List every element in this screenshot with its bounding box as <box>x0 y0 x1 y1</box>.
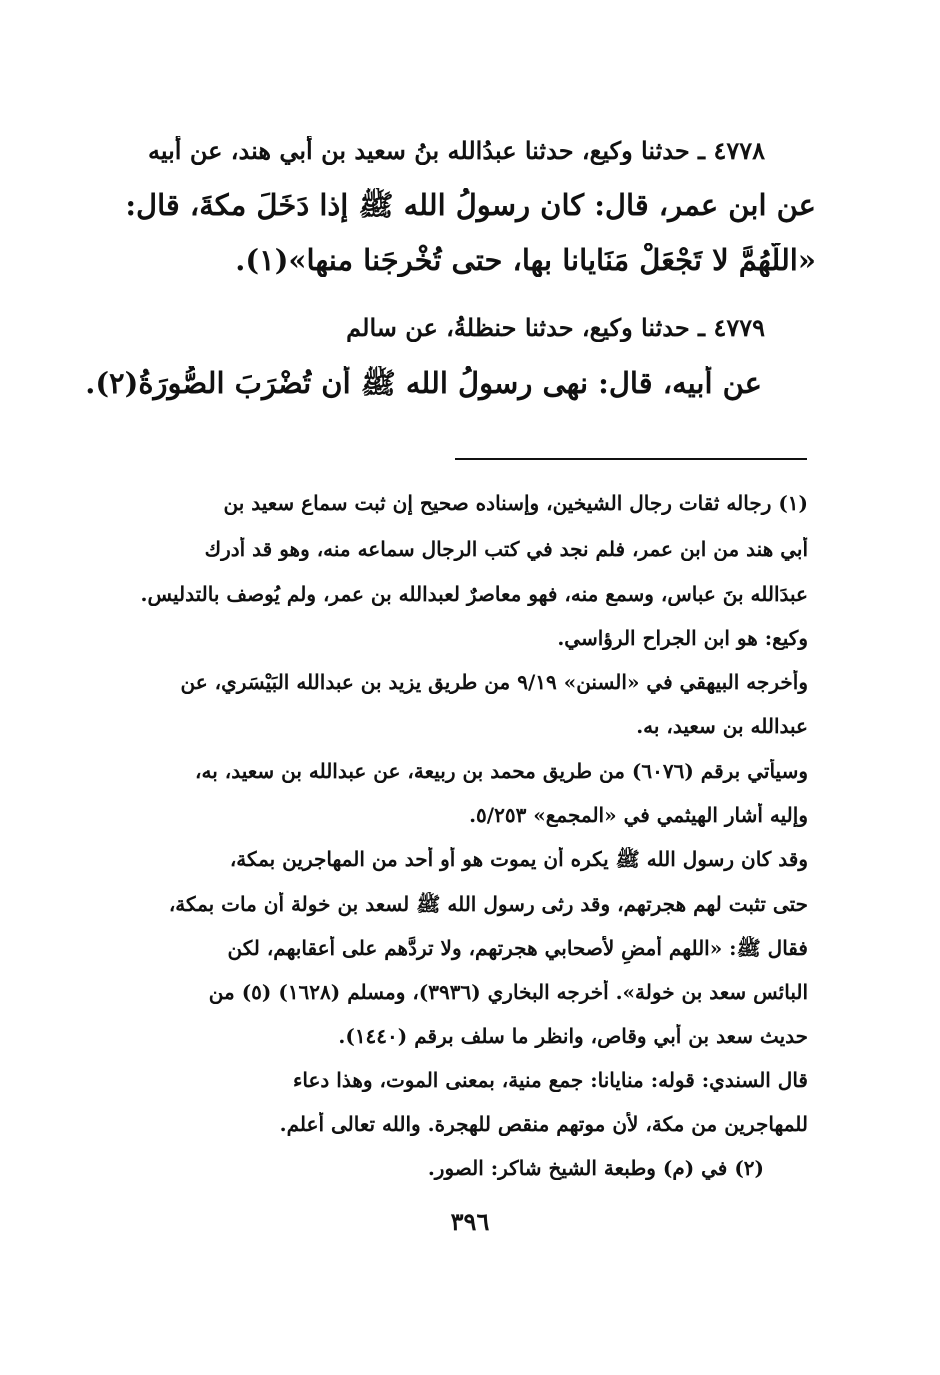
hadith-4778-text-line-2: «اللَّهُمَّ لا تَجْعَلْ مَنَايانا بها، حتى تُخْرِجَنا منها»(١). <box>235 243 816 277</box>
footnote-line: وإليه أشار الهيثمي في «المجمع» ٥/٢٥٣. <box>469 803 808 827</box>
hadith-4779-heading: ٤٧٧٩ ـ حدثنا وكيع، حدثنا حنظلةُ، عن سالم <box>346 313 765 342</box>
footnote-line: وأخرجه البيهقي في «السنن» ٩/١٩ من طريق يزيد بن عبدالله البَيْسَري، عن <box>180 670 808 694</box>
footnote-separator <box>455 458 807 460</box>
footnote-line: عبدَالله بنَ عباس، وسمع منه، فهو معاصرٌ لعبدالله بن عمر، ولم يُوصف بالتدليس. <box>140 582 808 606</box>
footnote-line: (١) رجاله ثقات رجال الشيخين، وإسناده صحيح إن ثبت سماع سعيد بن <box>223 491 808 515</box>
footnote-line: وكيع: هو ابن الجراح الرؤاسي. <box>557 626 808 650</box>
footnote-line: فقال ﷺ: «اللهم أمضِ لأصحابي هجرتهم، ولا تردَّهم على أعقابهم، لكن <box>227 936 808 960</box>
footnote-line: قال السندي: قوله: منايانا: جمع منية، بمعنى الموت، وهذا دعاء <box>293 1068 808 1092</box>
footnote-line: للمهاجرين من مكة، لأن موتهم منقص للهجرة. والله تعالى أعلم. <box>279 1112 808 1136</box>
footnote-line: عبدالله بن سعيد، به. <box>636 714 808 738</box>
footnote-line: أبي هند من ابن عمر، فلم نجد في كتب الرجال سماعه منه، وهو قد أدرك <box>204 537 808 561</box>
footnote-line: البائس سعد بن خولة». أخرجه البخاري (٣٩٣٦)، ومسلم (١٦٢٨) (٥) من <box>208 980 808 1004</box>
hadith-4778-heading: ٤٧٧٨ ـ حدثنا وكيع، حدثنا عبدُالله بنُ سعيد بن أبي هند، عن أبيه <box>148 136 765 165</box>
footnote-line: وقد كان رسول الله ﷺ يكره أن يموت هو أو أحد من المهاجرين بمكة، <box>229 847 808 871</box>
footnote-line: (٢) في (م) وطبعة الشيخ شاكر: الصور. <box>427 1156 764 1180</box>
footnote-line: حديث سعد بن أبي وقاص، وانظر ما سلف برقم (١٤٤٠). <box>338 1024 808 1048</box>
page-number: ٣٩٦ <box>450 1207 490 1236</box>
hadith-4778-text-line-1: عن ابن عمر، قال: كان رسولُ الله ﷺ إذا دَخَلَ مكةَ، قال: <box>125 188 816 222</box>
footnote-line: وسيأتي برقم (٦٠٧٦) من طريق محمد بن ربيعة، عن عبدالله بن سعيد، به، <box>195 759 808 783</box>
footnote-line: حتى تثبت لهم هجرتهم، وقد رثى رسول الله ﷺ لسعد بن خولة أن مات بمكة، <box>168 892 808 916</box>
hadith-4779-text-line-1: عن أبيه، قال: نهى رسولُ الله ﷺ أن تُضْرَبَ الصُّورَةُ(٢). <box>85 366 762 400</box>
